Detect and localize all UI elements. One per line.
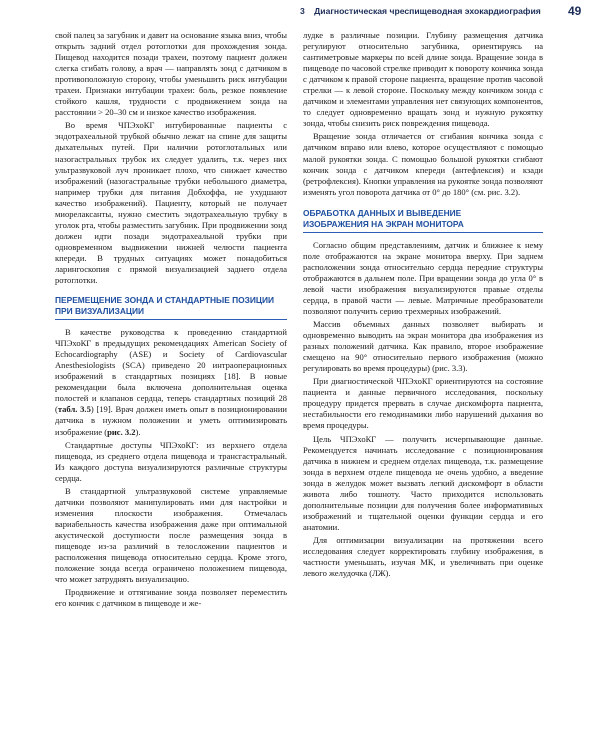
chapter-title-text: Диагностическая чреспищеводная эхокардиография (314, 6, 541, 16)
table-reference: табл. 3.5 (57, 404, 91, 415)
paragraph: лудке в различные позиции. Глубину размещения датчика регулируют относительно загубника, ориентируясь на сантиметровые маркеры по всей длине зонда. Вращение зонда в пищеводе по часовой стрелке приводит к повороту кончика зонда с датчиком к правой стороне пациента, вращение против часовой стрелки — к левой стороне. Поскольку между кончиком зонда с датчиком и элементами управления нет связующих компонентов, то следует одновременно вращать зонд и нужную рукоятку зонда, чтобы снизить риск повреждения пищевода. (303, 30, 543, 129)
section-heading-line: ПРИ ВИЗУАЛИЗАЦИИ (55, 306, 145, 317)
paragraph: Во время ЧПЭхоКГ интубированные пациенты с эндотрахеальной трубкой обычно лежат на спине для защиты дыхательных путей. При наличии ротоглотальных или назогастральных трубок их следует удалить, т.к. через них ультразвуковой луч проникает плохо, что снижает качество изображений (назогастральные трубки небольшого диаметра, например трубки для питания Добхоффа, не ухудшают качество изображений). Пациенту, который не получает миорелаксанты, нужно сместить эндотрахеальную трубку в уголок рта, чтобы разместить загубник. При продвижении зонд должен идти позади эндотрахеальной трубки при одновременном выдвижении нижней челюсти пациента кпереди. В трудных ситуациях может понадобиться ларингоскопия с прямой визуализацией заднего отдела ротоглотки. (55, 120, 287, 286)
paragraph: свой палец за загубник и давит на основание языка вниз, чтобы открыть задний отдел ротоглотки для прохождения зонда. Пищевод находится позади трахеи, поэтому пациент должен слегка сгибать голову, а врач — направлять зонд с датчиком в противоположную сторону, чтобы уменьшить риск интубации трахеи. Признаки интубации трахеи: боль, резкое появление стойкого кашля, трудности с продвижением зонда на расстоянии > 20–30 см и низкое качество изображения. (55, 30, 287, 118)
left-column (55, 30, 287, 611)
section-heading-line: ПЕРЕМЕЩЕНИЕ ЗОНДА И СТАНДАРТНЫЕ ПОЗИЦИИ (55, 295, 275, 306)
section-heading (55, 295, 287, 320)
paragraph: Стандартные доступы ЧПЭхоКГ: из верхнего отдела пищевода, из среднего отдела пищевода и трансгастральный. Из каждого доступа визуализируются различные структуры сердца. (55, 439, 287, 483)
page-number: 49 (568, 4, 582, 18)
section-heading-line: ИЗОБРАЖЕНИЯ НА ЭКРАН МОНИТОРА (303, 218, 464, 229)
running-header (0, 0, 600, 26)
section-heading (303, 208, 543, 233)
paragraph: Согласно общим представлениям, датчик и ближнее к нему поле отображаются на экране монитора вверху. При заднем расположении зонда относительно сердца передние структуры отображаются в дальнем поле. При вращении зонда до угла 0° в левой части изображения визуализируются правые отделы сердца, в правой части — левые. Матричные преобразователи позволяют получить серию трехмерных изображений. (303, 239, 543, 316)
paragraph: При диагностической ЧПЭхоКГ ориентируются на состояние пациента и данные первичного исследования, поскольку процедуру придется прервать в случае дискомфорта пациента, нестабильности его гемодинамики либо нарушений дыхания во время процедуры. (303, 376, 543, 431)
right-column (303, 30, 543, 581)
paragraph-text: ). (135, 426, 141, 437)
section-heading-line: ОБРАБОТКА ДАННЫХ И ВЫВЕДЕНИЕ (303, 207, 462, 218)
paragraph: Для оптимизации визуализации на протяжении всего исследования следует корректировать глубину изображения, в частности уменьшать, изучая МК, и увеличивать при оценке левого желудочка (ЛЖ). (303, 534, 543, 579)
paragraph: В стандартной ультразвуковой системе управляемые датчики позволяют манипулировать ими для настройки и изменения плоскости изображения. Отмечалась вариабельность качества изображения даже при оптимальной акустической доступности после размещения зонда в пищеводе из-за различий в телосложении пациентов и расположения пищевода относительно сердца. Кроме этого, положение зонда всегда ограничено положением пищевода, что может затруднять визуализацию. (55, 485, 287, 585)
paragraph: Массив объемных данных позволяет выбирать и одновременно выводить на экран монитора два изображения из разных положений датчика. Как правило, второе изображение смещено на 90° относительно первого изображения (можно регулировать во время процедуры) (рис. 3.3). (303, 319, 543, 374)
chapter-title (300, 6, 541, 16)
paragraph-text: ) [19]. Врач должен иметь опыт в позиционировании датчика в нужном положении и уметь оптимизировать изображение ( (55, 404, 288, 437)
chapter-number: 3 (300, 6, 305, 16)
paragraph: Продвижение и оттягивание зонда позволяет переместить его кончик с датчиком в пищеводе и же- (55, 587, 287, 609)
paragraph (55, 327, 287, 437)
paragraph: Вращение зонда отличается от сгибания кончика зонда с датчиком вправо или влево, которое осуществляют с помощью малой рукоятки зонда. С помощью большой рукоятки сгибают кончик зонда с датчиком кпереди (антефлексия) и кзади (ретрофлексия). Кнопки управления на рукоятке зонда позволяют изменять угол поворота датчика от 0° до 180° (см. рис. 3.2). (303, 131, 543, 197)
figure-reference: рис. 3.2 (107, 426, 136, 437)
paragraph: Цель ЧПЭхоКГ — получить исчерпывающие данные. Рекомендуется начинать исследование с позиционирования датчика в нижнем и среднем отделах пищевода, т.к. размещение зонда в верхнем отделе пищевода не очень удобно, а введение зонда в желудок может вызвать легкий дискомфорт в области живота либо тошноту. Часто приходится использовать дополнительные позиции для получения более информативных изображений и тщательной оценки функции сердца и его анатомии. (303, 433, 543, 532)
paragraph-text: В качестве руководства к проведению стандартной ЧПЭхоКГ в предыдущих рекомендациях American Society of Echocardiography (ASE) и Society of Cardiovascular Anesthesiologists (SCA) приведено 20 интраоперационных изображений в стандартных позициях [18]. В новые рекомендации была включена дополнительная оценка полостей и клапанов сердца, теперь стандартных позиций 28 ( (55, 327, 287, 415)
